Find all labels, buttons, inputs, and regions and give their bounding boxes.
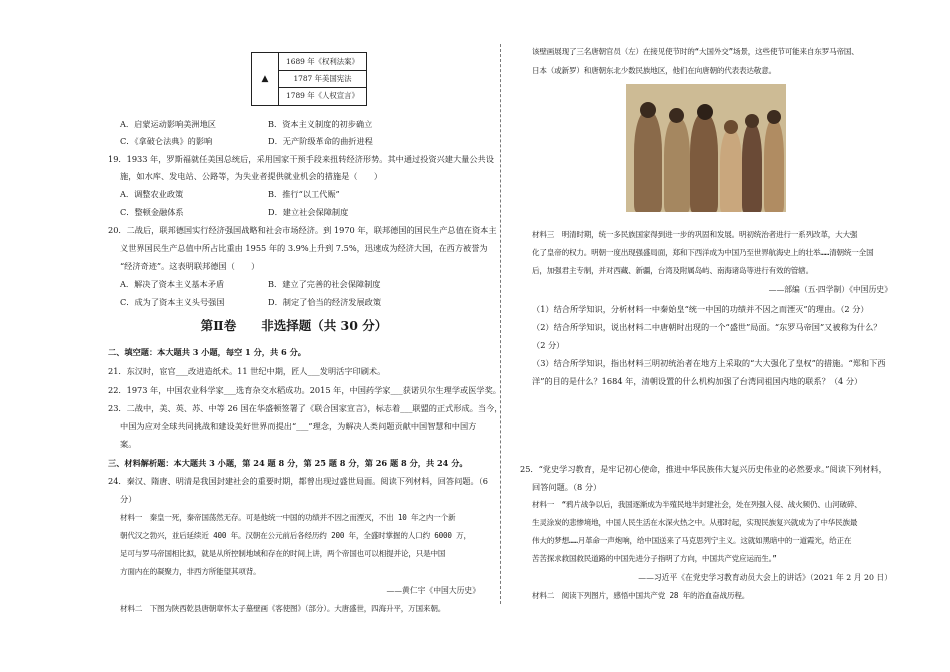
- q24-material-3: 后，加强君主专制，并对西藏、新疆，台湾及附属岛屿、南海诸岛等进行有效的管辖。: [532, 266, 813, 275]
- q20-stem: 义世界国民生产总值中所占比重由 1955 年的 3.9%上升到 7.5%，迅速成为经济大国，在西方被誉为: [120, 243, 488, 253]
- mural-figure-head: [697, 104, 713, 120]
- timeline-row: 1689 年《权利法案》: [279, 53, 366, 71]
- q19-option-c: C．整顿金融体系: [120, 207, 184, 217]
- mural-figure-head: [640, 102, 656, 118]
- triangle-marker-icon: ▲: [252, 53, 279, 105]
- q24-stem: 24．秦汉、隋唐、明清是我国封建社会的重要时期，都曾出现过盛世局面。阅读下列材料，回答问题。（6: [108, 476, 488, 486]
- q24-material-2: 材料二 下图为陕西乾县唐朝章怀太子墓壁画《客使图》（部分）。大唐盛世，四海升平，万国来朝。: [120, 604, 446, 613]
- q24-stem: 分）: [120, 494, 137, 504]
- q25-stem: 25．“党史学习教育，是牢记初心使命，推进中华民族伟大复兴历史伟业的必然要求。”阅读下列材料，: [520, 464, 887, 474]
- q25-material-1: 材料一 “鸦片战争以后，我国逐渐成为半殖民地半封建社会，处在列强入侵、战火频仍、山河破碎、: [532, 500, 862, 509]
- q24-material-1: 足可与罗马帝国相比拟，就是从所控制地域和存在的时间上讲，两个帝国也可以相提并论，只是中国: [120, 549, 446, 558]
- timeline-row: 1789 年《人权宣言》: [286, 91, 359, 100]
- mural-figure: [634, 112, 662, 212]
- q18-option-a: A．启蒙运动影响美洲地区: [120, 119, 216, 129]
- mural-description: 该壁画展现了三名唐朝官员（左）在接见使节时的“大国外交”场景，这些使节可能来自东罗马帝国、: [532, 47, 859, 56]
- q25-material-1: 伟大的梦想……月革命一声炮响，给中国送来了马克思列宁主义。这就如黑暗中的一道霞光，给正在: [532, 536, 852, 545]
- q18-option-c: C．《拿破仑法典》的影响: [120, 136, 213, 146]
- q20-option-a: A．解决了资本主义基本矛盾: [120, 279, 225, 289]
- q20-option-d: D．制定了恰当的经济发展政策: [268, 297, 382, 307]
- mural-figure: [690, 114, 718, 212]
- q24-material-1: 朝代汉之勃兴，並后延续近 400 年。汉朝在公元前后各经历约 200 年，全盛时掌握的人口约 6000 万，: [120, 531, 471, 540]
- q24-material-3: 化了皇帝的权力。明朝一度出现强盛局面，郑和下西洋成为中国乃至世界航海史上的壮举……清朝统一全国: [532, 248, 874, 257]
- section-title: 第Ⅱ卷 非选择题（共 30 分）: [200, 318, 388, 333]
- q24-material-3: 材料三 明清时期，统一多民族国家得到进一步的巩固和发展。明初统治者进行一系列改革，大大强: [532, 230, 858, 239]
- q24-material-1: 方面内在的凝聚力，非西方所能望其项背。: [120, 567, 261, 576]
- q24-sub-question-3: 洋”的目的是什么？1684 年，清朝设置的什么机构加强了台湾同祖国内地的联系？（4 分）: [532, 376, 863, 386]
- q19-option-a: A．调整农业政策: [120, 189, 184, 199]
- q20-stem: 20．二战后，联邦德国实行经济强国战略和社会市场经济。到 1970 年，联邦德国的国民生产总值在资本主: [108, 225, 497, 235]
- q24-material-3-source: ——部编（五·四学制）《中国历史》: [768, 285, 892, 294]
- q19-option-b: B．推行“以工代赈”: [268, 189, 340, 199]
- mural-figure-head: [767, 110, 781, 124]
- mural-description: 日本（或新罗）和唐朝东北少数民族地区，他们在向唐朝的代表表达敬意。: [532, 66, 776, 75]
- q20-option-b: B．建立了完善的社会保障制度: [268, 279, 381, 289]
- q18-option-b: B．资本主义制度的初步确立: [268, 119, 373, 129]
- q22: 22．1973 年，中国农业科学家___选育杂交水稻成功。2015 年，中国药学家___获诺贝尔生理学或医学奖。: [108, 385, 501, 395]
- mural-figure: [764, 120, 784, 212]
- q19-stem: 19．1933 年，罗斯福就任美国总统后，采用国家干预手段来扭转经济形势。其中通过投资兴建大量公共设: [108, 154, 494, 164]
- q23: 23．二战中，美、英、苏、中等 26 国在华盛顿签署了《联合国家宣言》，标志着___联盟的正式形成。当今，: [108, 403, 503, 413]
- q24-material-1-source: ——黄仁宇《中国大历史》: [386, 586, 480, 595]
- mural-figure-head: [669, 108, 684, 123]
- q24-material-1: 材料一 秦皇一死，秦帝国荡然无存。可是他统一中国的功绩并不因之而湮灭，不出 10 年之内一个新: [120, 513, 456, 522]
- q21: 21．东汉时，宦官___改进造纸术。11 世纪中期，匠人___发明活字印刷术。: [108, 366, 386, 376]
- q25-stem: 回答问题。（8 分）: [532, 482, 602, 492]
- q23: 案。: [120, 439, 137, 449]
- q18-option-d: D．无产阶级革命的曲折进程: [268, 136, 373, 146]
- fill-in-heading: 二、填空题：本大题共 3 小题，每空 1 分，共 6 分。: [108, 347, 306, 357]
- q25-material-1: 苦苦探求救国救民道路的中国先进分子指明了方向，中国共产党应运而生。”: [532, 554, 777, 563]
- q25-material-2: 材料二 阅读下列图片，感悟中国共产党 28 年的浴血奋战历程。: [532, 591, 750, 600]
- q24-sub-question-2: （2 分）: [532, 340, 565, 350]
- mural-figure-head: [724, 120, 738, 134]
- q24-sub-question-1: （1）结合所学知识，分析材料一中秦始皇“统一中国的功绩并不因之而湮灭”的理由。（2 分）: [532, 304, 869, 314]
- timeline-table: [251, 52, 367, 106]
- mural-figure: [664, 118, 690, 212]
- mural-figure: [742, 124, 762, 212]
- material-heading: 三、材料解析题：本大题共 3 小题，第 24 题 8 分，第 25 题 8 分，第 26 题 8 分，共 24 分。: [108, 458, 468, 468]
- q25-material-1: 生灵涂炭的悲惨境地，中国人民生活在水深火热之中。从那时起，实现民族复兴就成为了中华民族最: [532, 518, 858, 527]
- mural-image: [626, 84, 786, 212]
- q25-material-1-source: ——习近平《在党史学习教育动员大会上的讲话》（2021 年 2 月 20 日）: [638, 573, 892, 582]
- q24-sub-question-2: （2）结合所学知识，说出材料二中唐朝时出现的一个“盛世”局面。“东罗马帝国”又被称为什么？: [532, 322, 882, 332]
- q19-option-d: D．建立社会保障制度: [268, 207, 349, 217]
- q19-stem: 施，如水库、发电站、公路等，为失业者提供就业机会的措施是（ ）: [120, 171, 383, 181]
- q20-option-c: C．成为了资本主义头号强国: [120, 297, 225, 307]
- mural-figure-head: [745, 114, 759, 128]
- mural-figure: [720, 130, 742, 212]
- q24-sub-question-3: （3）结合所学知识，指出材料三明初统治者在地方上采取的“大大强化了皇权”的措施。“郑和下西: [532, 358, 886, 368]
- column-divider: [500, 44, 501, 604]
- q23: 中国为应对全球共同挑战和建设美好世界而提出“___”理念，为解决人类问题贡献中国智慧和中国方: [120, 421, 477, 431]
- q20-stem: “经济奇迹”。这表明联邦德国（ ）: [120, 261, 260, 271]
- timeline-row: 1787 年美国宪法: [279, 70, 366, 88]
